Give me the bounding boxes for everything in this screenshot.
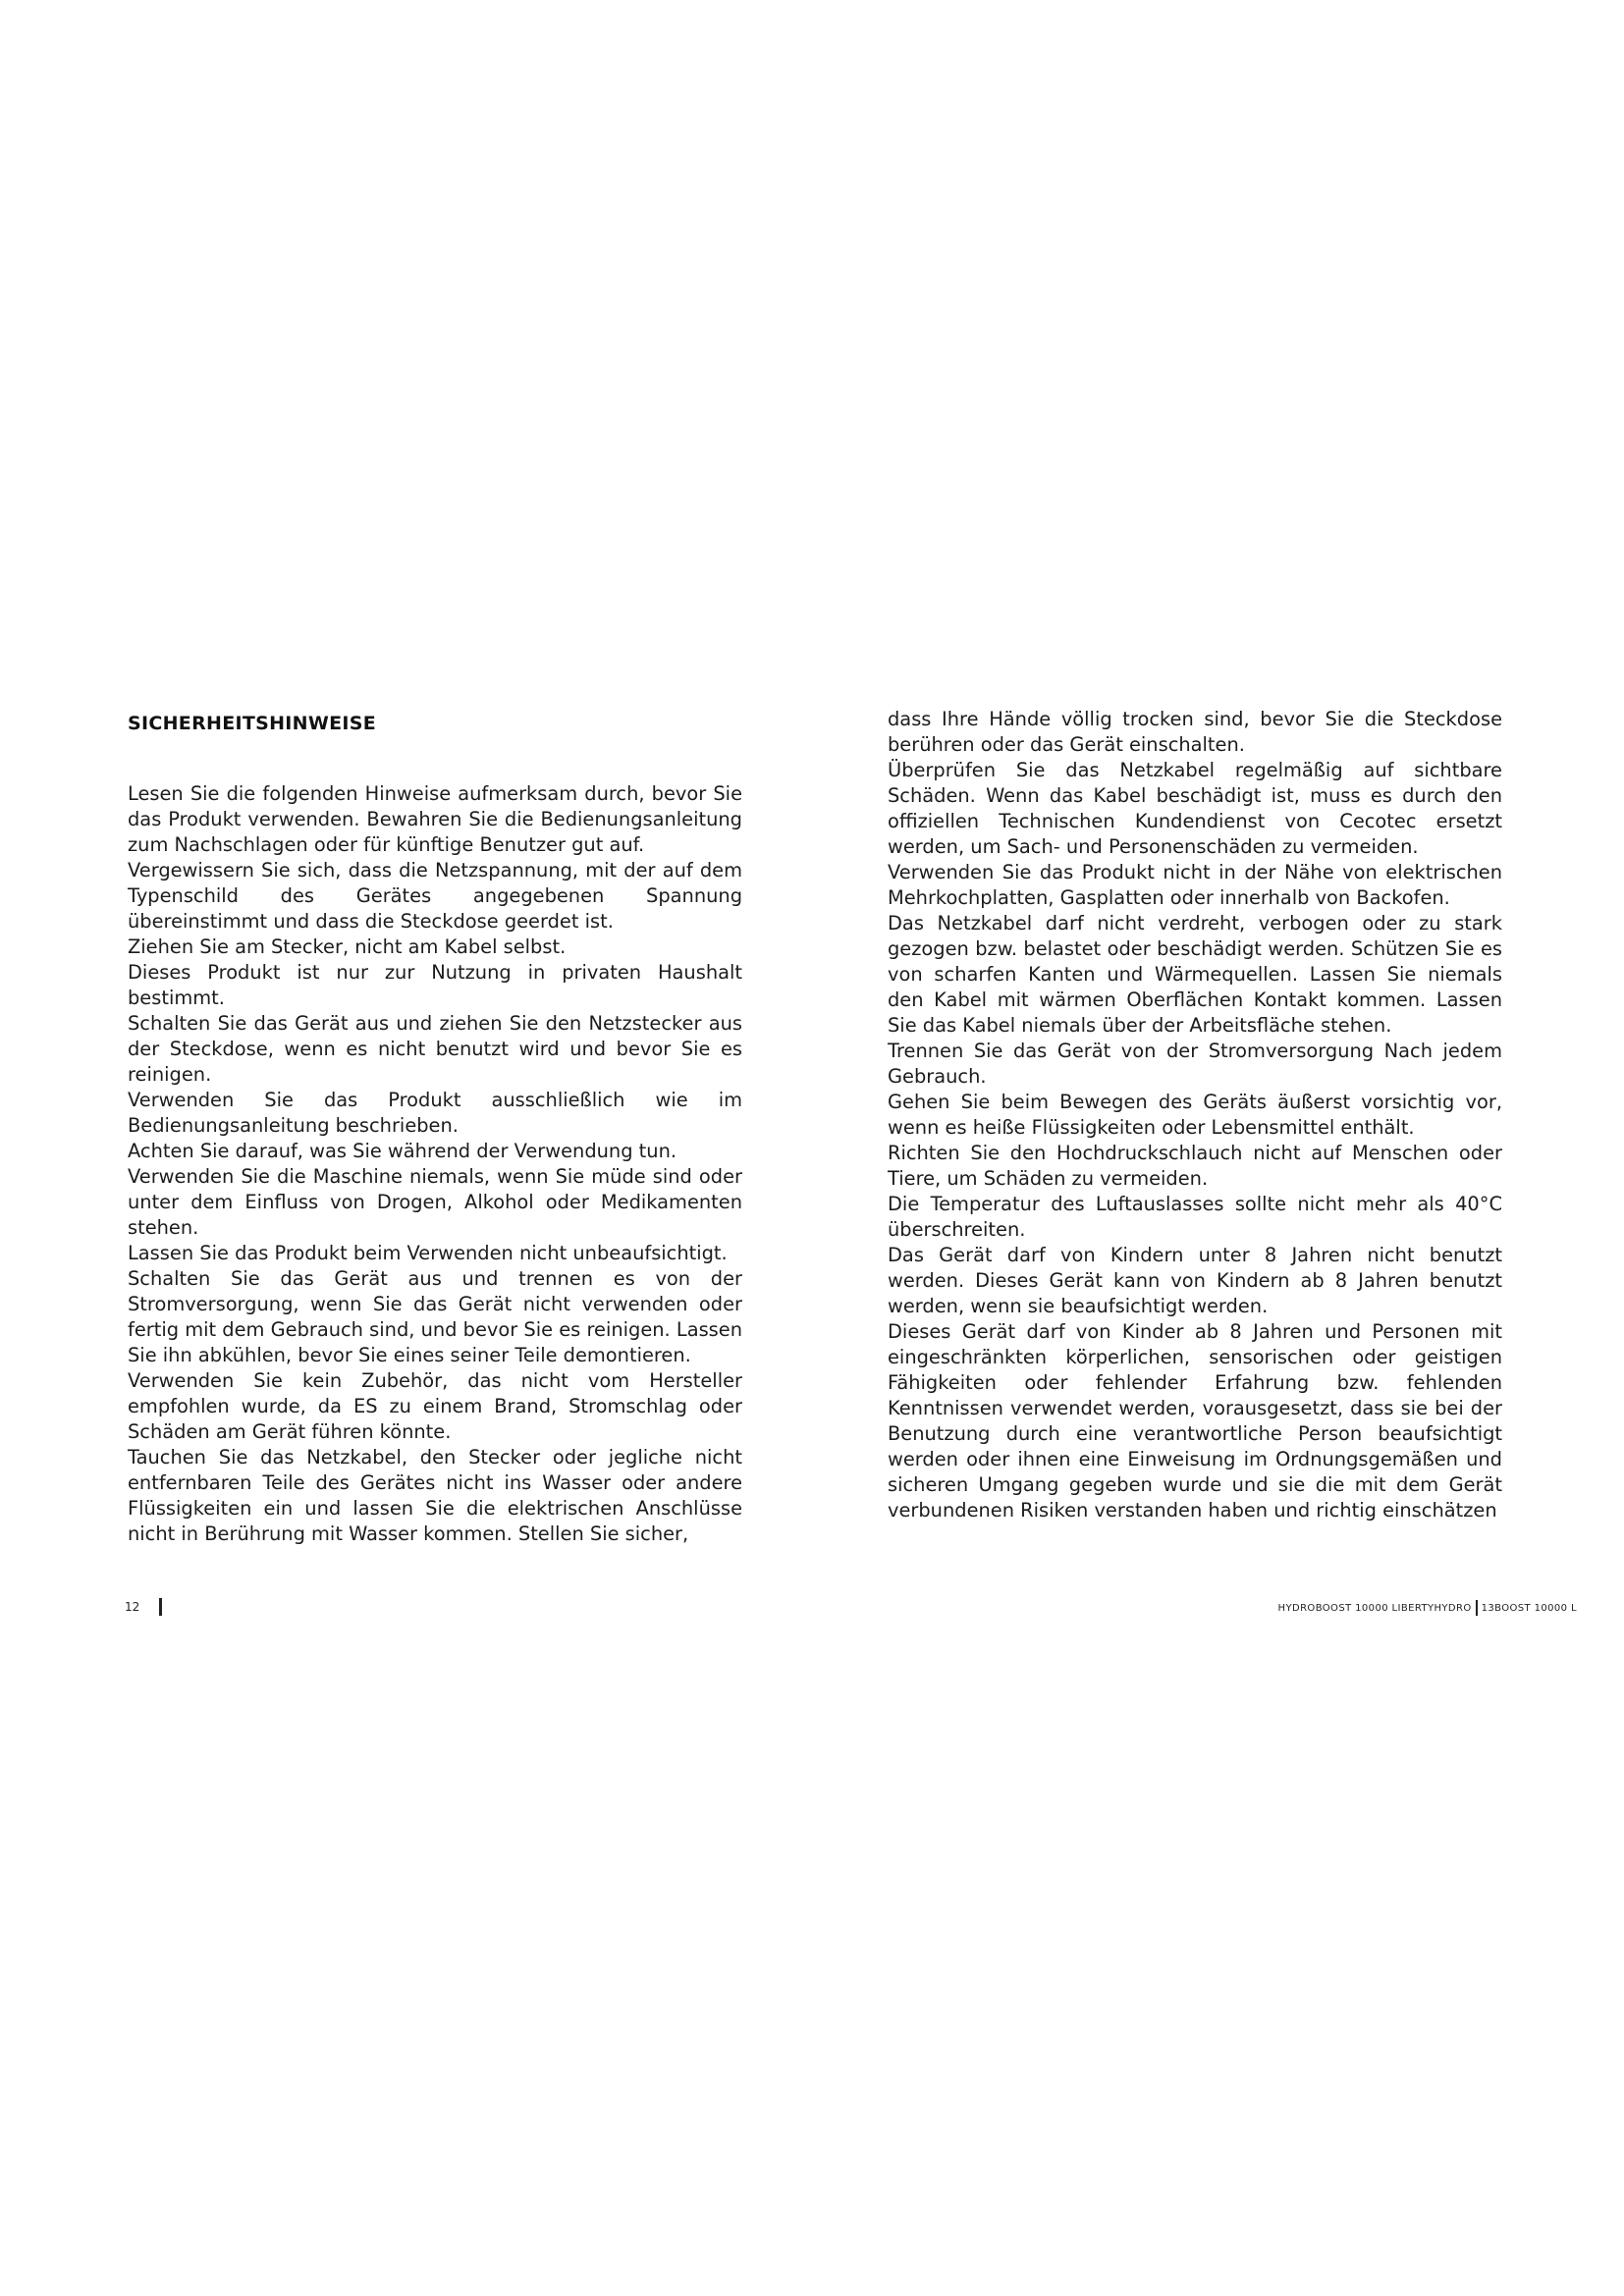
page-number: 12 xyxy=(125,1600,140,1614)
overlap-page-number: 13 xyxy=(1481,1602,1495,1614)
product-name-right-suffix: BOOST 10000 L xyxy=(1494,1602,1577,1614)
paragraph: Dieses Produkt ist nur zur Nutzung in privaten Haushalt bestimmt. xyxy=(128,961,742,1009)
paragraph: Die Temperatur des Luftauslasses sollte nicht mehr als 40°C überschreiten. xyxy=(888,1193,1502,1241)
product-name-right-prefix: HYDRO xyxy=(1434,1602,1472,1614)
footer-page-number xyxy=(125,1598,162,1616)
paragraph: Verwenden Sie die Maschine niemals, wenn Sie müde sind oder unter dem Einfluss von Drogen, Alkohol oder Medikamenten stehen. xyxy=(128,1165,742,1239)
paragraph: Lesen Sie die folgenden Hinweise aufmerksam durch, bevor Sie das Produkt verwenden. Bewahren Sie die Bedienungsanleitung zum Nachschlagen oder für künftige Benutzer gut auf. xyxy=(128,782,742,856)
product-name-left: HYDROBOOST 10000 LIBERTY xyxy=(1277,1602,1435,1614)
paragraph: Richten Sie den Hochdruckschlauch nicht auf Menschen oder Tiere, um Schäden zu vermeiden. xyxy=(888,1142,1502,1190)
paragraph: Lassen Sie das Produkt beim Verwenden nicht unbeaufsichtigt. xyxy=(128,1242,728,1264)
left-column xyxy=(128,709,742,1547)
paragraph: Das Gerät darf von Kindern unter 8 Jahren nicht benutzt werden. Dieses Gerät kann von Kindern ab 8 Jahren benutzt werden, wenn sie beaufsichtigt werden. xyxy=(888,1244,1502,1317)
paragraph: Dieses Gerät darf von Kinder ab 8 Jahren und Personen mit eingeschränkten körperlichen, sensorischen oder geistigen Fähigkeiten oder fehlender Erfahrung bzw. fehlenden Kenntnissen verwendet werden, vorausgesetzt, dass sie bei der Benutzung durch eine verantwortliche Person beaufsichtigt werden oder ihnen eine Einweisung im Ordnungsgemäßen und sicheren Umgang gegeben wurde und sie die mit dem Gerät verbundenen Risiken verstanden haben und richtig einschätzen xyxy=(888,1320,1502,1522)
paragraph: dass Ihre Hände völlig trocken sind, bevor Sie die Steckdose berühren oder das Gerät einschalten. xyxy=(888,708,1502,756)
paragraph: Schalten Sie das Gerät aus und ziehen Sie den Netzstecker aus der Steckdose, wenn es nicht benutzt wird und bevor Sie es reinigen. xyxy=(128,1012,742,1086)
paragraph: Achten Sie darauf, was Sie während der Verwendung tun. xyxy=(128,1140,677,1162)
paragraph: Das Netzkabel darf nicht verdreht, verbogen oder zu stark gezogen bzw. belastet oder beschädigt werden. Schützen Sie es von scharfen Kanten und Wärmequellen. Lassen Sie niemals den Kabel mit wärmen Oberflächen Kontakt kommen. Lassen Sie das Kabel niemals über der Arbeitsfläche stehen. xyxy=(888,912,1502,1037)
paragraph: Trennen Sie das Gerät von der Stromversorgung Nach jedem Gebrauch. xyxy=(888,1040,1502,1088)
paragraph: Verwenden Sie das Produkt ausschließlich wie im Bedienungsanleitung beschrieben. xyxy=(128,1089,742,1137)
right-column xyxy=(888,707,1502,1523)
footer-product xyxy=(1278,1600,1577,1616)
paragraph: Schalten Sie das Gerät aus und trennen es von der Stromversorgung, wenn Sie das Gerät nicht verwenden oder fertig mit dem Gebrauch sind, und bevor Sie es reinigen. Lassen Sie ihn abkühlen, bevor Sie eines seiner Teile demontieren. xyxy=(128,1267,742,1366)
paragraph: Vergewissern Sie sich, dass die Netzspannung, mit der auf dem Typenschild des Gerätes angegebenen Spannung übereinstimmt und dass die Steckdose geerdet ist. xyxy=(128,859,742,933)
paragraph: Tauchen Sie das Netzkabel, den Stecker oder jegliche nicht entfernbaren Teile des Gerätes nicht ins Wasser oder andere Flüssigkeiten ein und lassen Sie die elektrischen Anschlüsse nicht in Berührung mit Wasser kommen. Stellen Sie sicher, xyxy=(128,1446,742,1545)
paragraph: Verwenden Sie das Produkt nicht in der Nähe von elektrischen Mehrkochplatten, Gasplatten oder innerhalb von Backofen. xyxy=(888,861,1502,909)
section-title: SICHERHEITSHINWEISE xyxy=(128,713,377,734)
footer-divider xyxy=(159,1598,162,1616)
paragraph: Verwenden Sie kein Zubehör, das nicht vom Hersteller empfohlen wurde, da ES zu einem Brand, Stromschlag oder Schäden am Gerät führen könnte. xyxy=(128,1369,742,1443)
paragraph: Ziehen Sie am Stecker, nicht am Kabel selbst. xyxy=(128,935,567,958)
paragraph: Überprüfen Sie das Netzkabel regelmäßig auf sichtbare Schäden. Wenn das Kabel beschädigt ist, muss es durch den offiziellen Technischen Kundendienst von Cecotec ersetzt werden, um Sach- und Personenschäden zu vermeiden. xyxy=(888,759,1502,858)
paragraph: Gehen Sie beim Bewegen des Geräts äußerst vorsichtig vor, wenn es heiße Flüssigkeiten oder Lebensmittel enthält. xyxy=(888,1091,1502,1139)
footer-divider xyxy=(1476,1600,1478,1616)
